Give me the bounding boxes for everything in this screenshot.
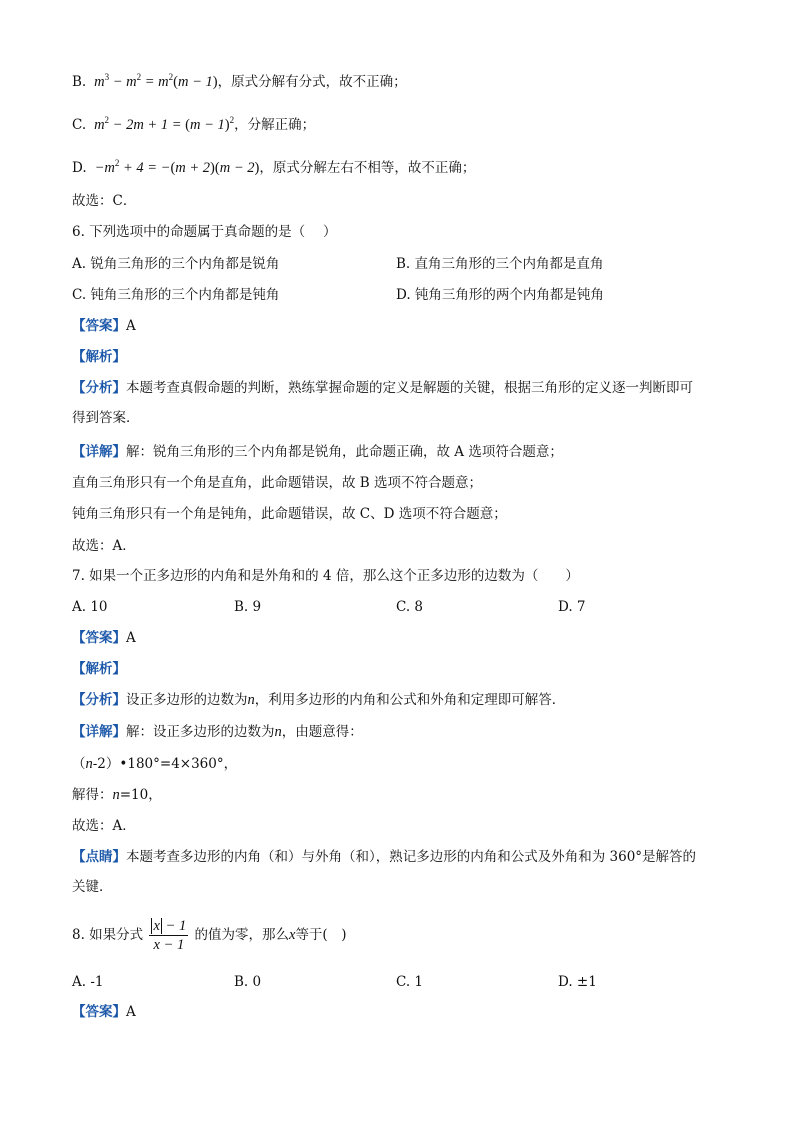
q5-option-b: B. $m^3 - m^2 = m^2(m - 1)$，原式分解有分式，故不正确； [72, 72, 407, 90]
q6-option-a: A. 锐角三角形的三个内角都是锐角 [72, 256, 280, 272]
q6-fenxi: 【分析】本题考查真假命题的判断，熟练掌握命题的定义是解题的关键，根据三角形的定义逐一判断即可 [72, 380, 693, 396]
q7-stem: 7. 如果一个正多边形的内角和是外角和的 4 倍，那么这个正多边形的边数为（ ） [72, 568, 579, 584]
q6-option-b: B. 直角三角形的三个内角都是直角 [396, 256, 604, 272]
q5-b-formula: $m^3 - m^2 = m^2(m - 1)$ [90, 72, 218, 90]
q6-xiangjie-2: 直角三角形只有一个角是直角，此命题错误，故 B 选项不符合题意； [72, 475, 483, 491]
q6-analysis-heading: 【解析】 [72, 349, 126, 365]
q7-fenxi: 【分析】设正多边形的边数为n，利用多边形的内角和公式和外角和定理即可解答． [72, 692, 566, 708]
q5-option-c: C. $m^2 - 2m + 1 = (m - 1)^2$，分解正确； [72, 115, 316, 133]
q6-option-d: D. 钝角三角形的两个内角都是钝角 [396, 287, 604, 303]
q7-option-a: A. 10 [72, 599, 108, 615]
q6-stem: 6. 下列选项中的命题属于真命题的是（ ） [72, 224, 337, 240]
q7-analysis-heading: 【解析】 [72, 661, 126, 677]
q6-answer: 【答案】A [72, 318, 136, 334]
q8-option-c: C. 1 [396, 974, 424, 990]
q7-dianjing-cont: 关键． [72, 879, 113, 895]
q7-dianjing: 【点睛】本题考查多边形的内角（和）与外角（和），熟记多边形的内角和公式及外角和为 360°是解答的 [72, 849, 697, 865]
q8-option-a: A. -1 [72, 974, 104, 990]
q8-answer: 【答案】A [72, 1004, 136, 1020]
q6-xiangjie: 【详解】解：锐角三角形的三个内角都是锐角，此命题正确，故 A 选项符合题意； [72, 444, 563, 460]
q8-stem: 8. 如果分式 $\frac{x - 1}{x - 1}$ 的值为零，那么x等于( ) [72, 918, 347, 953]
q5-c-formula: $m^2 - 2m + 1 = (m - 1)^2$ [90, 115, 235, 133]
q7-equation: （n-2）•180°=4×360°， [72, 756, 238, 772]
q5-option-d: D. $-m^2 + 4 = -(m + 2)(m - 2)$，原式分解左右不相等，故不正确； [72, 158, 476, 176]
q5-choice: 故选：C． [72, 193, 137, 209]
q7-answer: 【答案】A [72, 630, 136, 646]
q6-fenxi-cont: 得到答案． [72, 410, 140, 426]
q7-choice: 故选：A． [72, 818, 136, 834]
q7-option-b: B. 9 [234, 599, 262, 615]
q7-option-d: D. 7 [558, 599, 586, 615]
q7-solution: 解得：n=10， [72, 787, 162, 803]
q5-d-formula: $-m^2 + 4 = -(m + 2)(m - 2)$ [90, 158, 260, 176]
q7-option-c: C. 8 [396, 599, 424, 615]
q6-option-c: C. 钝角三角形的三个内角都是钝角 [72, 287, 280, 303]
q7-xiangjie: 【详解】解：设正多边形的边数为n，由题意得： [72, 724, 363, 740]
q6-choice: 故选：A． [72, 538, 136, 554]
q8-fraction: $\frac{x - 1}{x - 1}$ [149, 917, 188, 954]
q8-option-b: B. 0 [234, 974, 262, 990]
q6-xiangjie-3: 钝角三角形只有一个角是钝角，此命题错误，故 C、D 选项不符合题意； [72, 506, 507, 522]
q8-option-d: D. ±1 [558, 974, 597, 990]
